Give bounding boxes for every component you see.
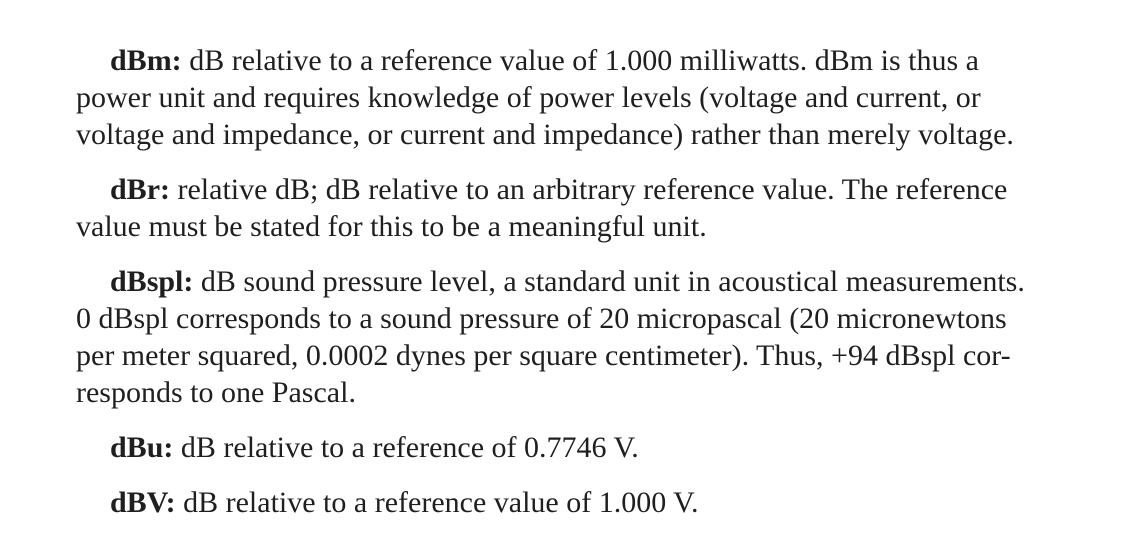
- definition-line: [76, 263, 1076, 300]
- definition-text: dB relative to a reference of 0.7746 V.: [173, 431, 639, 464]
- definition-term: dBu:: [110, 431, 174, 464]
- definition-line: voltage and impedance, or current and impedance) rather than merely voltage.: [76, 118, 1014, 151]
- definition-entry-dbspl: [76, 263, 1076, 411]
- definition-line: [76, 429, 1076, 466]
- definition-text: dB sound pressure level, a standard unit in acoustical measurements.: [193, 265, 1025, 298]
- definition-entry-dbr: [76, 171, 1076, 245]
- definition-line: [76, 171, 1076, 208]
- definition-line: 0 dBspl corresponds to a sound pressure of 20 micropascal (20 micronewtons: [76, 302, 1007, 335]
- definition-entry-dbu: [76, 429, 1076, 466]
- definition-text: dB relative to a reference value of 1.000 V.: [175, 486, 699, 519]
- definition-entry-dbm: [76, 42, 1076, 153]
- definition-term: dBr:: [110, 173, 170, 206]
- definition-line: responds to one Pascal.: [76, 376, 356, 409]
- definition-line: per meter squared, 0.0002 dynes per square centimeter). Thus, +94 dBspl cor-: [76, 339, 1011, 372]
- definition-term: dBV:: [110, 486, 176, 519]
- definition-list: [76, 42, 1076, 521]
- definition-entry-dbv: [76, 484, 1076, 521]
- definition-term: dBspl:: [110, 265, 194, 298]
- definition-line: [76, 484, 1076, 521]
- definition-text: relative dB; dB relative to an arbitrary reference value. The reference: [170, 173, 1008, 206]
- definition-line: power unit and requires knowledge of power levels (voltage and current, or: [76, 81, 981, 114]
- definition-text: dB relative to a reference value of 1.000 milliwatts. dBm is thus a: [181, 44, 979, 77]
- definition-line: value must be stated for this to be a meaningful unit.: [76, 210, 707, 243]
- definition-line: [76, 42, 1076, 79]
- definition-term: dBm:: [110, 44, 182, 77]
